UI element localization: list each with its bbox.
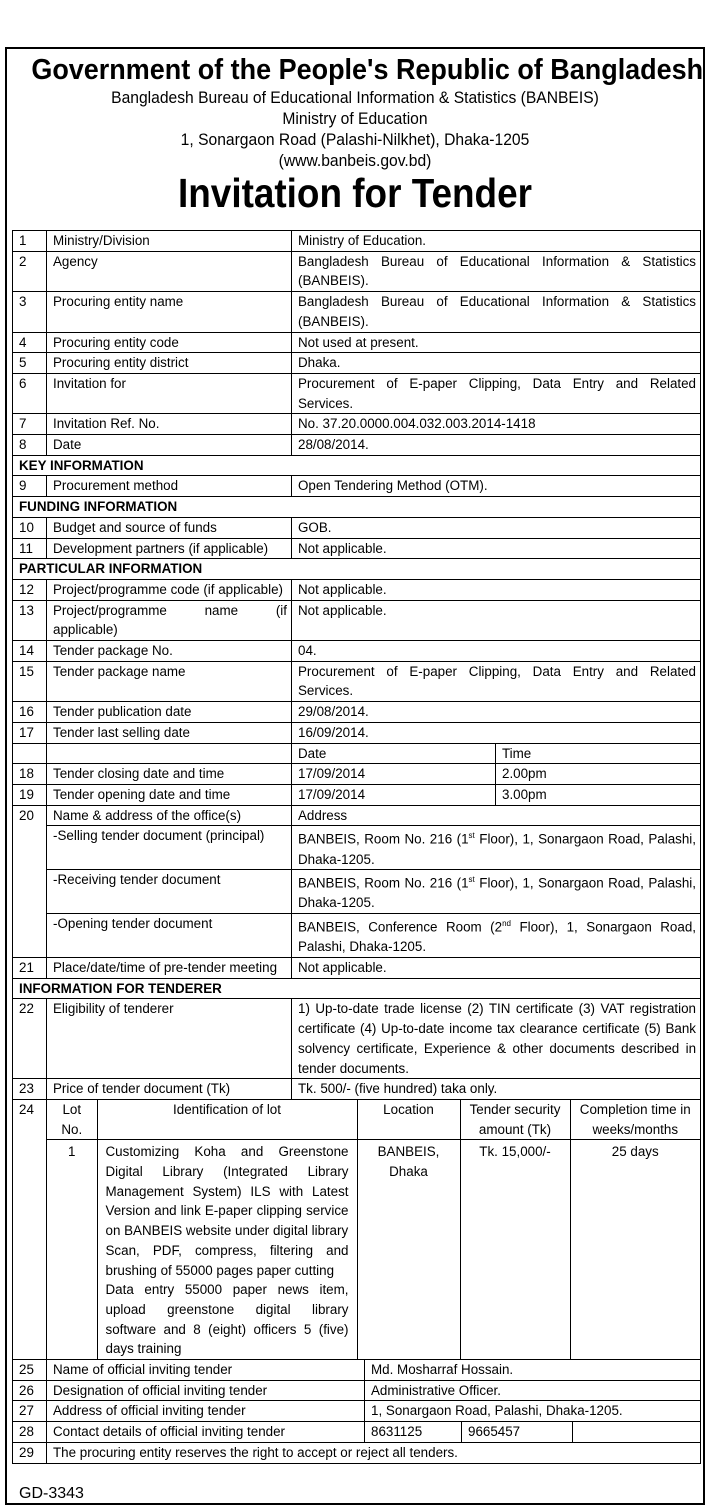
table-row bbox=[13, 914, 701, 958]
opening-date: 17/09/2014 bbox=[292, 784, 496, 805]
table-row bbox=[13, 1380, 701, 1401]
row-number: 16 bbox=[13, 702, 47, 723]
closing-date: 17/09/2014 bbox=[292, 764, 496, 785]
row-label: Procuring entity name bbox=[47, 292, 292, 332]
bureau-name: Bangladesh Bureau of Educational Information & Statistics (BANBEIS) bbox=[111, 88, 599, 107]
row-number: 22 bbox=[13, 999, 47, 1079]
row-number: 10 bbox=[13, 517, 47, 538]
row-label: Eligibility of tenderer bbox=[47, 999, 292, 1079]
lot-no-header: Lot No. bbox=[47, 1100, 97, 1140]
opening-time: 3.00pm bbox=[496, 784, 701, 805]
row-value: GOB. bbox=[292, 517, 701, 538]
lot-security: Tk. 15,000/- bbox=[460, 1140, 570, 1359]
gd-code: GD-3343 bbox=[19, 1485, 84, 1502]
time-header: Time bbox=[496, 743, 701, 764]
section-title: FUNDING INFORMATION bbox=[13, 497, 701, 518]
row-label: Tender last selling date bbox=[47, 722, 292, 743]
row-label: Address of official inviting tender bbox=[47, 1401, 365, 1421]
office-address: 1, Sonargaon Road (Palashi-Nilkhet), Dhaka-1205 bbox=[180, 130, 530, 149]
table-row bbox=[13, 476, 701, 497]
row-number: 12 bbox=[13, 579, 47, 600]
row-label: Tender closing date and time bbox=[47, 764, 292, 785]
lot-completion: 25 days bbox=[570, 1140, 700, 1359]
row-value: Not applicable. bbox=[292, 579, 701, 600]
table-row bbox=[13, 1401, 701, 1422]
table-row bbox=[13, 517, 701, 538]
table-row bbox=[13, 826, 701, 870]
row-value: Tk. 500/- (five hundred) taka only. bbox=[292, 1079, 701, 1100]
row-value: The procuring entity reserves the right to accept or reject all tenders. bbox=[47, 1442, 701, 1463]
row-number: 23 bbox=[13, 1079, 47, 1100]
row-value: 1) Up-to-date trade license (2) TIN certificate (3) VAT registration certificate (4) Up-to-date income tax clearance certificate (5) Bank solvency certificate, Experience & other documents described in tender documents. bbox=[292, 999, 701, 1079]
row-label: -Opening tender document bbox=[47, 914, 292, 958]
table-row bbox=[13, 722, 701, 743]
row-number: 15 bbox=[13, 661, 47, 701]
row-label: Procuring entity district bbox=[47, 353, 292, 374]
section-header bbox=[13, 978, 701, 999]
table-row bbox=[13, 1442, 701, 1463]
table-row bbox=[13, 414, 701, 435]
row-value: Ministry of Education. bbox=[292, 231, 701, 252]
row-value: 16/09/2014. bbox=[292, 722, 701, 743]
section-header bbox=[13, 559, 701, 580]
lot-identification: Customizing Koha and Greenstone Digital Library (Integrated Library Management System) ILS with Latest Version and link E-paper clipping service on BANBEIS website under digital library Scan, PDF, compress, filtering and brushing of 55000 pages paper cutting Data entry 55000 paper news item, upload greenstone digital library software and 8 (eight) officers 5 (five) days training bbox=[97, 1140, 357, 1359]
row-value: Not used at present. bbox=[292, 332, 701, 353]
phone-2: 9665457 bbox=[462, 1422, 573, 1442]
row-number: 3 bbox=[13, 292, 47, 332]
row-number: 8 bbox=[13, 435, 47, 456]
row-number: 28 bbox=[13, 1422, 47, 1443]
row-value: Not applicable. bbox=[292, 958, 701, 979]
row-label: Project/programme code (if applicable) bbox=[47, 579, 292, 600]
row-value: Procurement of E-paper Clipping, Data Entry and Related Services. bbox=[292, 373, 701, 413]
table-row bbox=[13, 353, 701, 374]
ministry-name: Ministry of Education bbox=[282, 109, 428, 128]
row-value: Address bbox=[292, 805, 701, 826]
government-title: Government of the People's Republic of Bangladesh bbox=[31, 54, 704, 86]
table-row bbox=[13, 805, 701, 826]
table-row bbox=[13, 538, 701, 559]
website: (www.banbeis.gov.bd) bbox=[278, 151, 432, 170]
identification-header: Identification of lot bbox=[97, 1100, 357, 1140]
receiving-office-address: BANBEIS, Room No. 216 (1st Floor), 1, Sonargaon Road, Palashi, Dhaka-1205. bbox=[292, 870, 701, 914]
row-number: 17 bbox=[13, 722, 47, 743]
row-label: Name of official inviting tender bbox=[47, 1360, 365, 1380]
row-number: 11 bbox=[13, 538, 47, 559]
row-value: Open Tendering Method (OTM). bbox=[292, 476, 701, 497]
row-number: 5 bbox=[13, 353, 47, 374]
table-row bbox=[13, 373, 701, 413]
selling-office-address: BANBEIS, Room No. 216 (1st Floor), 1, Sonargaon Road, Palashi, Dhaka-1205. bbox=[292, 826, 701, 870]
row-value: Dhaka. bbox=[292, 353, 701, 374]
row-label: Ministry/Division bbox=[47, 231, 292, 252]
row-value: Not applicable. bbox=[292, 538, 701, 559]
row-number: 1 bbox=[13, 231, 47, 252]
row-label: Date bbox=[47, 435, 292, 456]
table-row bbox=[13, 1422, 701, 1443]
row-label: Procurement method bbox=[47, 476, 292, 497]
opening-office-address: BANBEIS, Conference Room (2nd Floor), 1, Sonargaon Road, Palashi, Dhaka-1205. bbox=[292, 914, 701, 958]
section-header bbox=[13, 455, 701, 476]
table-row bbox=[13, 579, 701, 600]
row-label: Invitation Ref. No. bbox=[47, 414, 292, 435]
security-header: Tender security amount (Tk) bbox=[460, 1100, 570, 1140]
closing-time: 2.00pm bbox=[496, 764, 701, 785]
row-value: Bangladesh Bureau of Educational Information & Statistics (BANBEIS). bbox=[292, 292, 701, 332]
row-number: 29 bbox=[13, 1442, 47, 1463]
row-number: 24 bbox=[13, 1099, 47, 1359]
table-row bbox=[13, 784, 701, 805]
section-title: INFORMATION FOR TENDERER bbox=[13, 978, 701, 999]
row-value: 28/08/2014. bbox=[292, 435, 701, 456]
row-value: Not applicable. bbox=[292, 600, 701, 640]
row-number: 4 bbox=[13, 332, 47, 353]
row-label: Name & address of the office(s) bbox=[47, 805, 292, 826]
date-header: Date bbox=[292, 743, 496, 764]
lot-row bbox=[13, 1099, 701, 1359]
table-row bbox=[13, 231, 701, 252]
row-number: 9 bbox=[13, 476, 47, 497]
table-row bbox=[13, 251, 701, 291]
row-value: Administrative Officer. bbox=[371, 1382, 501, 1398]
row-label: Price of tender document (Tk) bbox=[47, 1079, 292, 1100]
row-value: 29/08/2014. bbox=[292, 702, 701, 723]
table-row bbox=[13, 435, 701, 456]
row-number: 6 bbox=[13, 373, 47, 413]
row-number: 25 bbox=[13, 1360, 47, 1381]
row-number: 13 bbox=[13, 600, 47, 640]
table-row bbox=[13, 641, 701, 662]
lot-location: BANBEIS, Dhaka bbox=[357, 1140, 460, 1359]
lot-number: 1 bbox=[47, 1140, 97, 1359]
section-title: KEY INFORMATION bbox=[13, 455, 701, 476]
row-value: 04. bbox=[292, 641, 701, 662]
row-label: Tender package name bbox=[47, 661, 292, 701]
table-row bbox=[13, 870, 701, 914]
row-number: 19 bbox=[13, 784, 47, 805]
completion-header: Completion time in weeks/months bbox=[570, 1100, 700, 1140]
notice-header bbox=[7, 49, 703, 215]
phone-1: 8631125 bbox=[365, 1422, 462, 1442]
table-row bbox=[13, 1360, 701, 1381]
row-number: 7 bbox=[13, 414, 47, 435]
row-label: Place/date/time of pre-tender meeting bbox=[47, 958, 292, 979]
table-row bbox=[13, 999, 701, 1079]
table-row bbox=[13, 661, 701, 701]
top-margin bbox=[0, 0, 713, 47]
row-number: 21 bbox=[13, 958, 47, 979]
table-row bbox=[13, 702, 701, 723]
row-label: Tender opening date and time bbox=[47, 784, 292, 805]
table-row bbox=[13, 332, 701, 353]
table-row bbox=[13, 958, 701, 979]
lot-data-row bbox=[47, 1140, 700, 1359]
notice-title: Invitation for Tender bbox=[178, 170, 532, 216]
row-value: 1, Sonargaon Road, Palashi, Dhaka-1205. bbox=[371, 1403, 623, 1419]
row-number: 27 bbox=[13, 1401, 47, 1422]
row-value: Procurement of E-paper Clipping, Data Entry and Related Services. bbox=[292, 661, 701, 701]
row-label: -Selling tender document (principal) bbox=[47, 826, 292, 870]
row-label: Contact details of official inviting tender bbox=[47, 1422, 365, 1442]
row-number: 18 bbox=[13, 764, 47, 785]
row-value: Bangladesh Bureau of Educational Information & Statistics (BANBEIS). bbox=[292, 251, 701, 291]
row-label: Invitation for bbox=[47, 373, 292, 413]
lot-table bbox=[47, 1100, 700, 1359]
row-label: Tender package No. bbox=[47, 641, 292, 662]
date-time-header-row bbox=[13, 743, 701, 764]
section-header bbox=[13, 497, 701, 518]
row-number: 26 bbox=[13, 1380, 47, 1401]
tender-table bbox=[12, 230, 701, 1464]
location-header: Location bbox=[357, 1100, 460, 1140]
table-row bbox=[13, 764, 701, 785]
table-row bbox=[13, 600, 701, 640]
row-value: No. 37.20.0000.004.032.003.2014-1418 bbox=[292, 414, 701, 435]
lot-header-row bbox=[47, 1100, 700, 1140]
row-number: 14 bbox=[13, 641, 47, 662]
row-label: Budget and source of funds bbox=[47, 517, 292, 538]
row-label: Procuring entity code bbox=[47, 332, 292, 353]
row-label: Agency bbox=[47, 251, 292, 291]
tender-notice bbox=[5, 47, 705, 1505]
row-label: Project/programme name (if applicable) bbox=[47, 600, 292, 640]
row-number: 2 bbox=[13, 251, 47, 291]
row-label: Tender publication date bbox=[47, 702, 292, 723]
row-label: Designation of official inviting tender bbox=[47, 1381, 365, 1401]
row-label: Development partners (if applicable) bbox=[47, 538, 292, 559]
row-label: -Receiving tender document bbox=[47, 870, 292, 914]
section-title: PARTICULAR INFORMATION bbox=[13, 559, 701, 580]
table-row bbox=[13, 1079, 701, 1100]
table-row bbox=[13, 292, 701, 332]
row-value: Md. Mosharraf Hossain. bbox=[371, 1362, 514, 1378]
row-number: 20 bbox=[13, 805, 47, 957]
